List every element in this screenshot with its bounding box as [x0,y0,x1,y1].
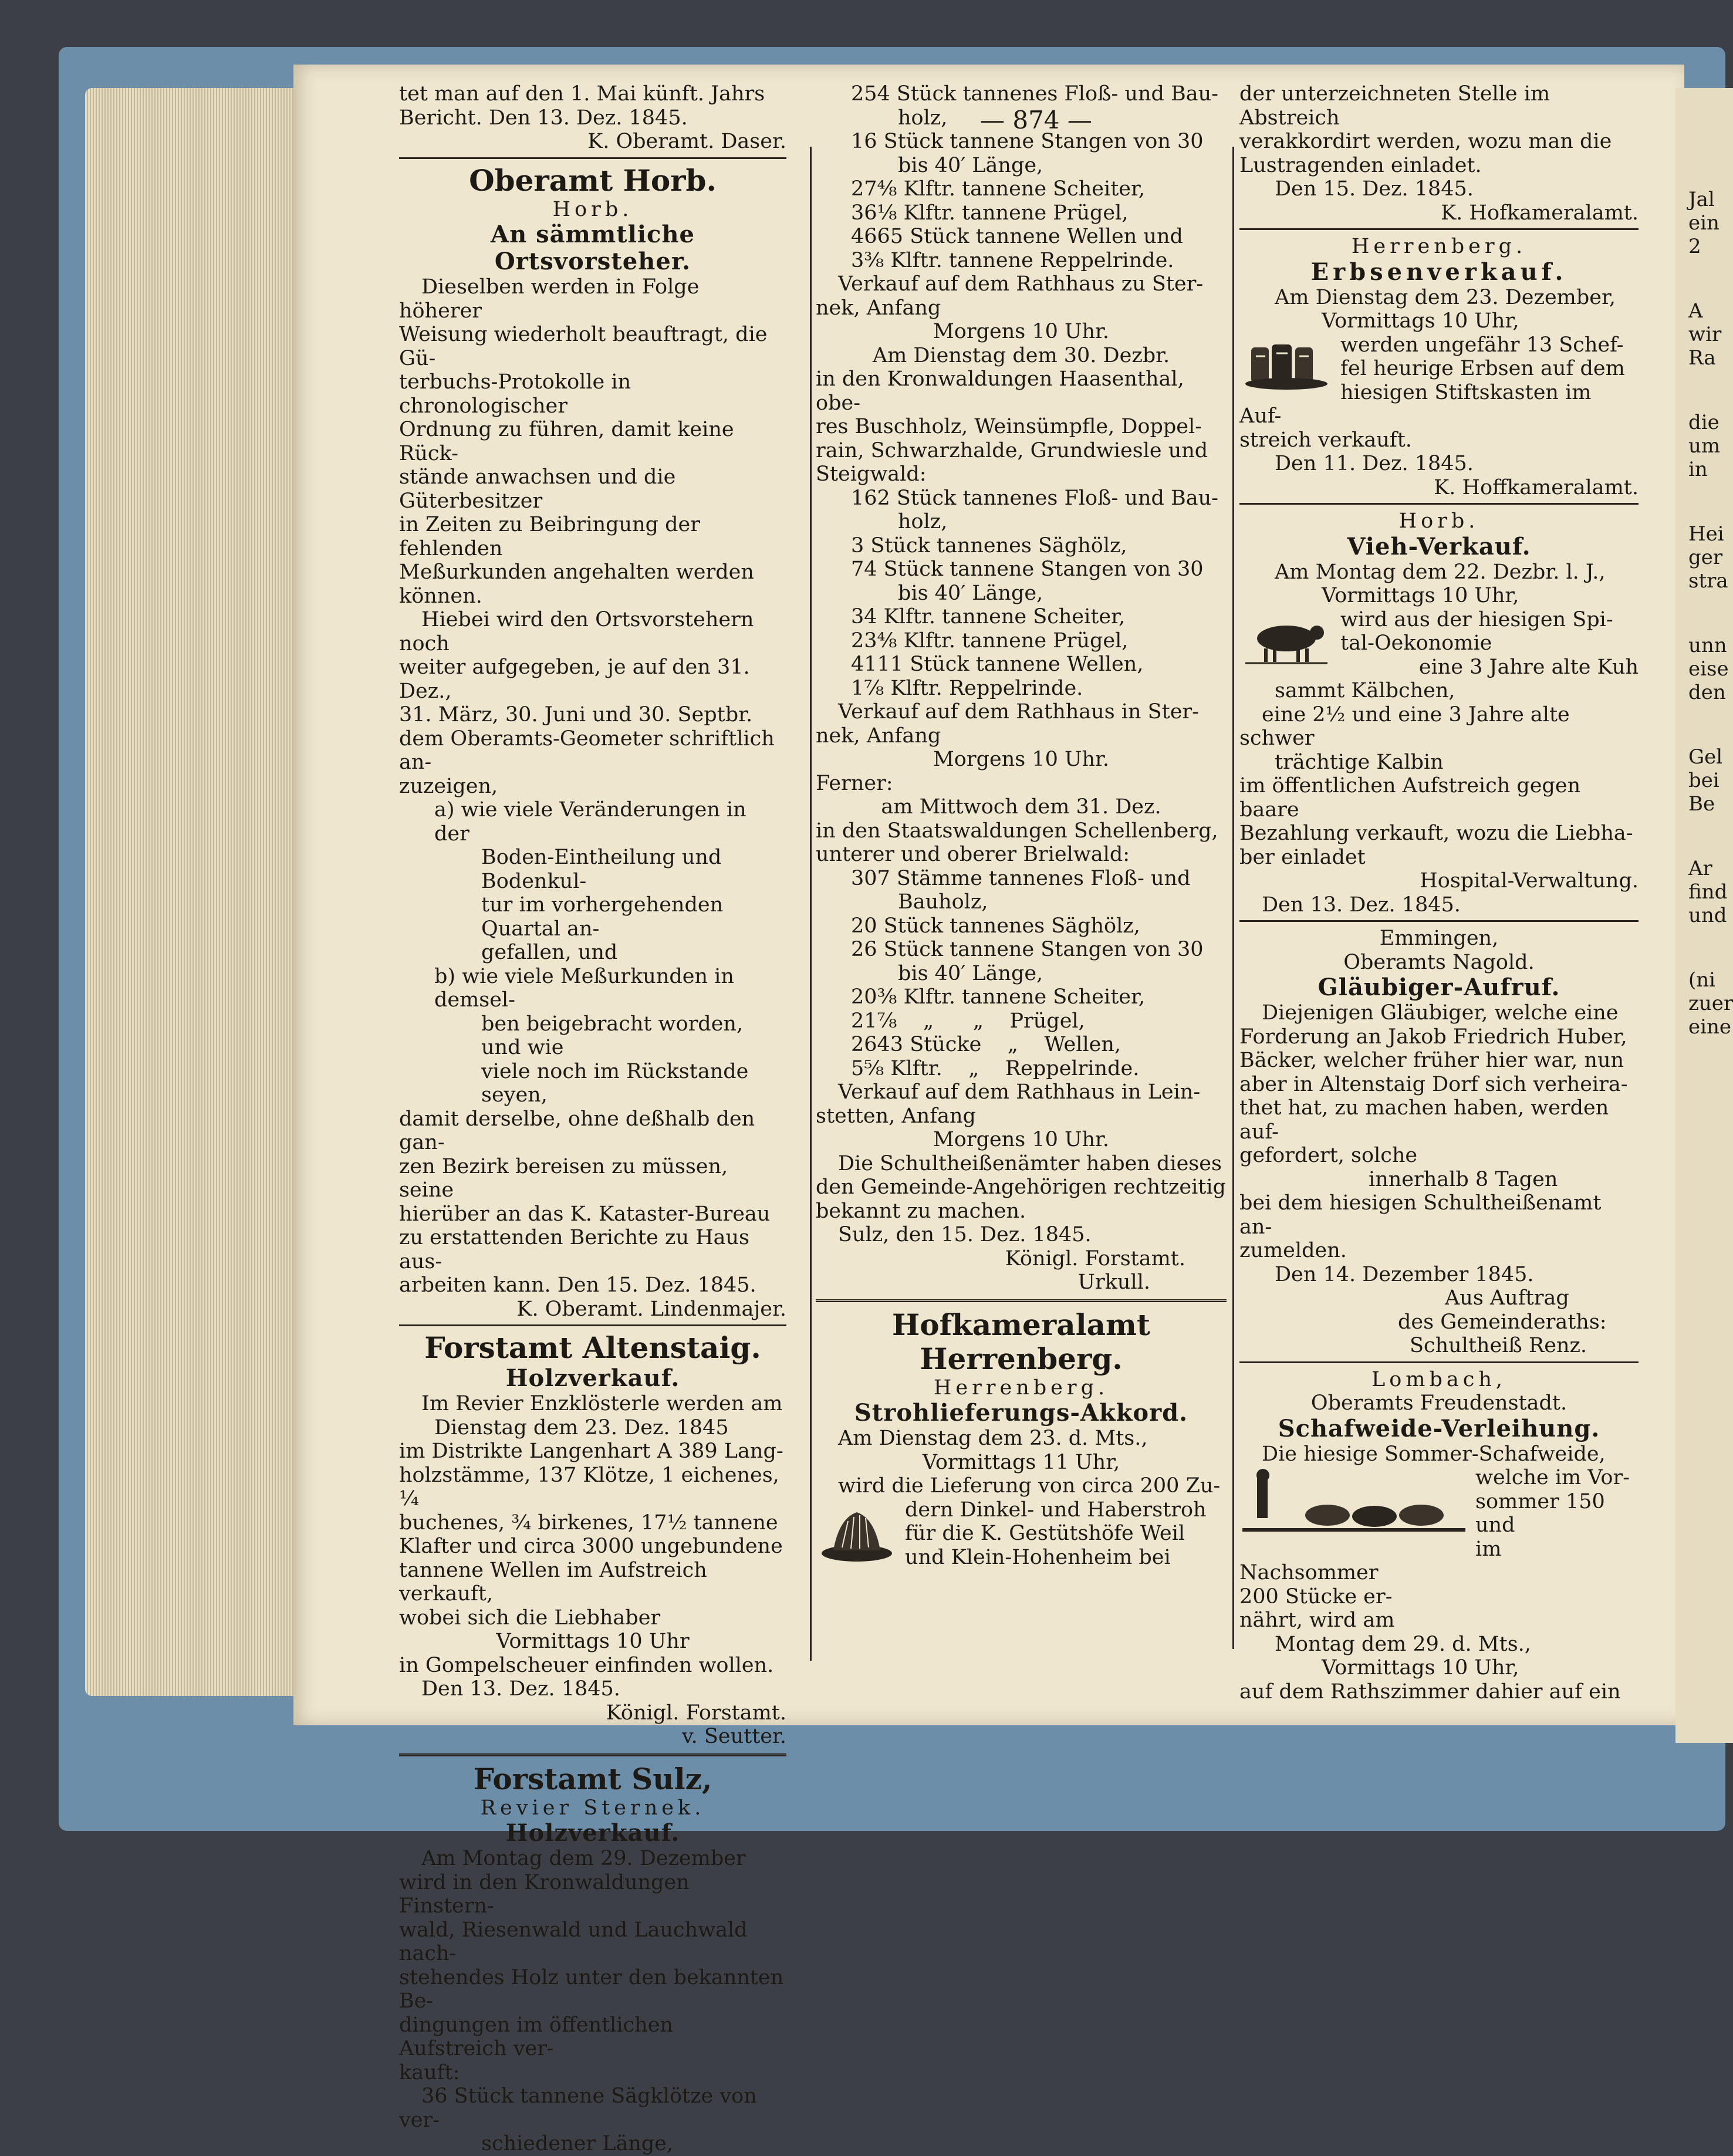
line: Am Dienstag dem 23. d. Mts., [838,1427,1148,1450]
cattle-notice [1239,608,1639,680]
line: tet man auf den 1. Mai künft. Jahrs [399,82,765,106]
next-page-line: Ra [1688,346,1716,370]
next-page-line: wir [1688,323,1722,346]
line: Bericht. Den 13. Dez. 1845. [399,106,688,130]
line: in Gompelscheuer einfinden wollen. [399,1653,774,1677]
line: sammt Kälbchen, [1275,679,1455,702]
next-page-line: Be [1688,792,1715,816]
next-page-line: 2 [1688,235,1701,258]
line: Boden-Eintheilung und Bodenkul- [481,846,722,893]
line: welche im Vor- [1475,1466,1630,1489]
next-page-line: ein [1688,211,1720,235]
next-page-line: bei [1688,769,1720,792]
line: Verkauf auf dem Rathhaus zu Ster- [838,272,1204,296]
section-heading: Vieh-Verkauf. [1347,532,1531,560]
list-item: 23⁴⁄₈ Klftr. tannene Prügel, [851,628,1129,653]
line: eine 2½ und eine 3 Jahre alte schwer [1239,702,1570,750]
wood-list-2 [816,486,1227,701]
intro-lines [399,82,786,130]
section-heading: Erbsenverkauf. [1310,258,1568,286]
section-title: Hofkameralamt Herrenberg. [892,1307,1150,1376]
item-a [399,798,786,965]
next-page-line: unn [1688,634,1727,657]
notice-body [399,1847,786,2156]
line: Dieselben werden in Folge höherer [399,275,700,323]
next-page-line: Hei [1688,522,1724,546]
location-list [816,367,1227,486]
divider [399,1324,786,1326]
line: stände anwachsen und die Güterbesitzer [399,465,676,513]
line: Verkauf auf dem Rathhaus in Ster- [838,700,1199,724]
line: Verkauf auf dem Rathhaus in Lein- [838,1080,1201,1104]
line: trächtige Kalbin [1275,750,1444,774]
line: 31. März, 30. Juni und 30. Septbr. [399,703,753,726]
signature: des Gemeinderaths: [1398,1310,1607,1334]
next-page-line: A [1688,299,1703,323]
divider [1239,920,1639,922]
list-item: 254 Stück tannenes Floß- und Bau- [851,82,1218,106]
line: zuzeigen, [399,774,498,798]
line: nek, Anfang [816,724,941,748]
list-item: bis 40′ Länge, [898,153,1043,177]
line: in Zeiten zu Beibringung der fehlenden [399,513,701,560]
signature: K. Hofkameralamt. [1441,201,1639,225]
section-title: Forstamt Sulz, [473,1761,712,1796]
date: Am Dienstag dem 30. Dezbr. [872,343,1170,367]
line: hiesigen Stiftskasten im Auf- [1239,380,1592,428]
line: in den Staatswaldungen Schellenberg, [816,819,1218,843]
place: Herrenberg. [933,1376,1109,1400]
line: Am Montag dem 29. Dezember [421,1847,746,1870]
line: im öffentlichen Aufstreich gegen baare [1239,774,1581,822]
next-page-line: und [1688,904,1727,927]
date: Den 13. Dez. 1845. [421,1677,620,1701]
line: zu erstattenden Berichte zu Haus aus- [399,1226,750,1273]
date: Den 13. Dez. 1845. [1262,893,1461,917]
list-item: 16 Stück tannene Stangen von 30 [851,130,1204,153]
line: dingungen im öffentlichen Aufstreich ver- [399,2013,673,2060]
date: Sulz, den 15. Dez. 1845. [838,1223,1092,1246]
divider [1239,1361,1639,1363]
grain-sacks-woodcut [1239,336,1333,391]
section-heading: An sämmtliche Ortsvorsteher. [491,221,695,275]
signature: Aus Auftrag [1445,1286,1569,1310]
signature: Königl. Forstamt. [1005,1246,1185,1270]
line: nährt, wird am [1239,1608,1395,1632]
line: gefallen, und [481,941,618,964]
line: Bezahlung verkauft, wozu die Liebha- [1239,822,1633,845]
signature: Schultheiß Renz. [1410,1334,1587,1357]
line: buchenes, ¾ birkenes, 17½ tannene [399,1510,778,1535]
line: Die hiesige Sommer-Schafweide, [1262,1442,1606,1466]
section-heading: Holzverkauf. [505,1819,680,1847]
place: Horb. [1398,509,1479,533]
line: a) wie viele Veränderungen in der [434,798,746,846]
line: ben beigebracht worden, und wie [481,1012,744,1059]
list-item: bis 40′ Länge, [898,961,1043,985]
line: fel heurige Erbsen auf dem [1340,357,1625,380]
line: dem Oberamts-Geometer schriftlich an- [399,726,775,774]
line: thet hat, zu machen haben, werden auf- [1239,1096,1609,1144]
notice-body [399,275,786,798]
line: kauft: [399,2060,460,2084]
column-3 [1239,82,1639,1704]
divider [399,157,786,159]
list-item: holz, [898,106,948,130]
notice-body [399,1392,786,1630]
line: Im Revier Enzklösterle werden am [421,1392,783,1415]
next-page-line: Gel [1688,745,1723,769]
time: Morgens 10 Uhr. [933,1128,1110,1151]
line: wird die Lieferung von circa 200 Zu- [838,1474,1221,1498]
line: den Gemeinde-Angehörigen rechtzeitig [816,1175,1226,1199]
time: Vormittags 10 Uhr, [1322,584,1519,607]
next-page-line: Ar [1688,857,1712,880]
line: arbeiten kann. Den 15. Dez. 1845. [399,1273,756,1297]
list-item: 36⅛ Klftr. tannene Prügel, [851,201,1129,225]
cow-woodcut [1239,610,1333,666]
line: wird aus der hiesigen Spi- [1340,607,1613,631]
line: holzstämme, 137 Klötze, 1 eichenes, ¼ [399,1463,779,1510]
list-item: 3⅜ Klftr. tannene Reppelrinde. [851,248,1174,272]
list-item: 27⁴⁄₈ Klftr. tannene Scheiter, [851,177,1145,201]
place: Horb. [552,197,633,221]
column-rule-1 [810,147,812,1661]
line: streich verkauft. [1239,428,1412,452]
list-item: 3 Stück tannenes Säghölz, [851,533,1127,557]
line: Hiebei wird den Ortsvorstehern noch [399,608,754,655]
line: wald, Riesenwald und Lauchwald nach- [399,1918,748,1965]
line: bei dem hiesigen Schultheißenamt an- [1239,1191,1602,1239]
line: Dienstag dem 23. Dez. 1845 [434,1415,729,1439]
line: Bäcker, welcher früher hier war, nun [1239,1049,1624,1072]
section-title: Forstamt Altenstaig. [424,1330,761,1365]
list-item: 1⅞ Klftr. Reppelrinde. [851,676,1083,700]
pasture-notice [1239,1466,1639,1608]
line: sommer 150 und [1475,1489,1605,1537]
next-page-line: um [1688,434,1721,458]
list-item: 4111 Stück tannene Wellen, [851,653,1144,676]
line: Ferner: [816,771,893,795]
line: werden ungefähr 13 Schef- [1340,333,1624,357]
line: und Klein-Hohenheim bei [905,1545,1171,1569]
list-item: Bauholz, [898,890,988,914]
straw-bale-woodcut [816,1501,898,1565]
next-page-line: (ni [1688,968,1716,992]
straw-notice [816,1498,1227,1570]
line: stetten, Anfang [816,1104,976,1128]
next-page-fragment [1675,88,1733,1743]
column-1 [399,82,786,2156]
line: Klafter und circa 3000 ungebundene [399,1535,783,1558]
line: weiter aufgegeben, je auf den 31. Dez., [399,655,750,703]
item-b [399,965,786,1107]
line: innerhalb 8 Tagen [1369,1167,1558,1191]
line: tur im vorhergehenden Quartal an- [481,893,724,941]
line: damit derselbe, ohne deßhalb den gan- [399,1107,755,1154]
line: hierüber an das K. Kataster-Bureau [399,1202,771,1226]
line: wird in den Kronwaldungen Finstern- [399,1870,690,1918]
divider [816,1299,1227,1302]
next-page-line: find [1688,880,1728,904]
line: ber einladet [1239,845,1366,869]
time: Vormittags 10 Uhr [496,1630,690,1653]
list-item: 21⅞ „ „ Prügel, [851,1009,1085,1033]
date: Den 11. Dez. 1845. [1275,452,1474,475]
line: bekannt zu machen. [816,1199,1026,1223]
line: Forderung an Jakob Friedrich Huber, [1239,1025,1627,1049]
time: Vormittags 10 Uhr, [1322,1656,1519,1679]
subtitle: Oberamts Nagold. [1343,950,1535,974]
signature: v. Seutter. [682,1725,786,1748]
section-heading: Strohlieferungs-Akkord. [854,1399,1188,1427]
line: aber in Altenstaig Dorf sich verheira- [1239,1072,1628,1096]
signature: K. Hoffkameralamt. [1434,475,1639,499]
date: Den 15. Dez. 1845. [1275,177,1474,201]
line: dern Dinkel- und Haberstroh [905,1498,1207,1522]
next-page-lines [1675,88,1733,1039]
signature: Hospital-Verwaltung. [1420,869,1639,893]
date: Montag dem 29. d. Mts., [1275,1632,1531,1656]
line: gefordert, solche [1239,1144,1418,1167]
line: im Nachsommer [1239,1537,1502,1584]
next-page-line: den [1688,681,1726,704]
line: 200 Stücke er- [1239,1584,1393,1608]
time: Morgens 10 Uhr. [933,320,1110,343]
section-heading: Schafweide-Verleihung. [1278,1414,1600,1442]
date: am Mittwoch dem 31. Dez. [881,795,1161,819]
line: Meßurkunden angehalten werden können. [399,560,754,608]
next-page-line: zuer [1688,992,1733,1015]
time: Vormittags 10 Uhr, [1322,309,1519,333]
list-item: 34 Klftr. tannene Scheiter, [851,605,1126,628]
line: nek, Anfang [816,296,941,320]
next-page-line: die [1688,411,1720,434]
line: der unterzeichneten Stelle im Abstreich [1239,82,1550,130]
next-page-line: eise [1688,657,1729,681]
line: tannene Wellen im Aufstreich verkauft, [399,1558,707,1606]
section-heading: Holzverkauf. [505,1364,680,1392]
column-2 [816,82,1227,1569]
subtitle: Revier Sternek. [480,1796,705,1820]
list-item: 26 Stück tannene Stangen von 30 [851,938,1204,961]
line: tal-Oekonomie [1340,631,1492,655]
next-page-line: Jal [1688,188,1715,211]
place: Herrenberg. [1351,235,1527,258]
line: eine 3 Jahre alte Kuh [1418,655,1639,679]
line: Ordnung zu führen, damit keine Rück- [399,418,734,465]
line: Am Montag dem 22. Dezbr. l. J., [1275,560,1606,584]
list-item: bis 40′ Länge, [898,581,1043,605]
subtitle: Oberamts Freudenstadt. [1310,1391,1568,1415]
line: in den Kronwaldungen Haasenthal, obe- [816,367,1184,415]
list-item: holz, [898,510,948,533]
next-page-line: in [1688,458,1708,481]
line: Die Schultheißenämter haben dieses [838,1151,1222,1175]
time: Morgens 10 Uhr. [933,748,1110,771]
line: im Distrikte Langenhart A 389 Lang- [399,1439,783,1463]
line: zumelden. [1239,1239,1347,1262]
line: viele noch im Rückstande seyen, [481,1059,749,1107]
line: rain, Schwarzhalde, Grundwiesle und [816,438,1208,462]
line: Am Dienstag dem 23. Dezember, [1275,285,1616,309]
next-page-line: eine [1688,1015,1732,1039]
line: Steigwald: [816,462,927,486]
line: Lustragenden einladet. [1239,153,1482,177]
signature: Urkull. [1077,1270,1150,1294]
line: stehendes Holz unter den bekannten Be- [399,1965,784,2013]
section-title: Oberamt Horb. [469,163,717,198]
shepherd-flock-woodcut [1239,1468,1468,1539]
place: Lombach, [1371,1367,1507,1391]
line: Diejenigen Gläubiger, welche eine [1262,1001,1619,1025]
next-page-line: ger [1688,546,1723,569]
line: Weisung wiederholt beauftragt, die Gü- [399,323,768,370]
line: unterer und oberer Brielwald: [816,843,1130,866]
line: zen Bezirk bereisen zu müssen, seine [399,1154,728,1202]
line: terbuchs-Protokolle in chronologischer [399,370,631,418]
notice-end [399,1107,786,1297]
line: res Buschholz, Weinsümpfle, Doppel- [816,415,1202,438]
list-item: 162 Stück tannenes Floß- und Bau- [851,486,1218,510]
list-item: 307 Stämme tannenes Floß- und [851,866,1191,890]
column-rule-2 [1232,147,1234,1649]
peas-notice [1239,333,1639,452]
next-page-line: stra [1688,569,1728,593]
line: für die K. Gestütshöfe Weil [905,1522,1185,1545]
divider [1239,228,1639,230]
time: Vormittags 11 Uhr, [922,1450,1120,1474]
list-item: 4665 Stück tannene Wellen und [851,225,1183,248]
section-heading: Gläubiger-Aufruf. [1318,974,1560,1001]
wood-list-1 [816,82,1227,272]
line: auf dem Rathszimmer dahier auf ein [1239,1679,1621,1704]
list-item: 74 Stück tannene Stangen von 30 [851,557,1204,581]
intro-signature: K. Oberamt. Daser. [587,130,786,153]
wood-list-3 [816,867,1227,1081]
line: verakkordirt werden, wozu man die [1239,130,1612,153]
page-edges [85,88,296,1696]
page-number: — 874 — [980,106,1092,134]
list-item: 20 Stück tannenes Säghölz, [851,914,1140,938]
line: schiedener Länge, [481,2132,674,2155]
divider [1239,503,1639,505]
list-item: 20⅜ Klftr. tannene Scheiter, [851,985,1146,1009]
line: 36 Stück tannene Sägklötze von ver- [399,2084,757,2132]
signature: K. Oberamt. Lindenmajer. [516,1297,786,1321]
list-item: 2643 Stücke „ Wellen, [851,1033,1121,1056]
date: Den 14. Dezember 1845. [1275,1262,1534,1286]
place: Emmingen, [1379,927,1499,950]
line: b) wie viele Meßurkunden in demsel- [434,964,734,1012]
signature: Königl. Forstamt. [606,1701,786,1725]
line: wobei sich die Liebhaber [399,1606,661,1630]
list-item: 5⅝ Klftr. „ Reppelrinde. [851,1056,1140,1080]
divider [399,1753,786,1756]
